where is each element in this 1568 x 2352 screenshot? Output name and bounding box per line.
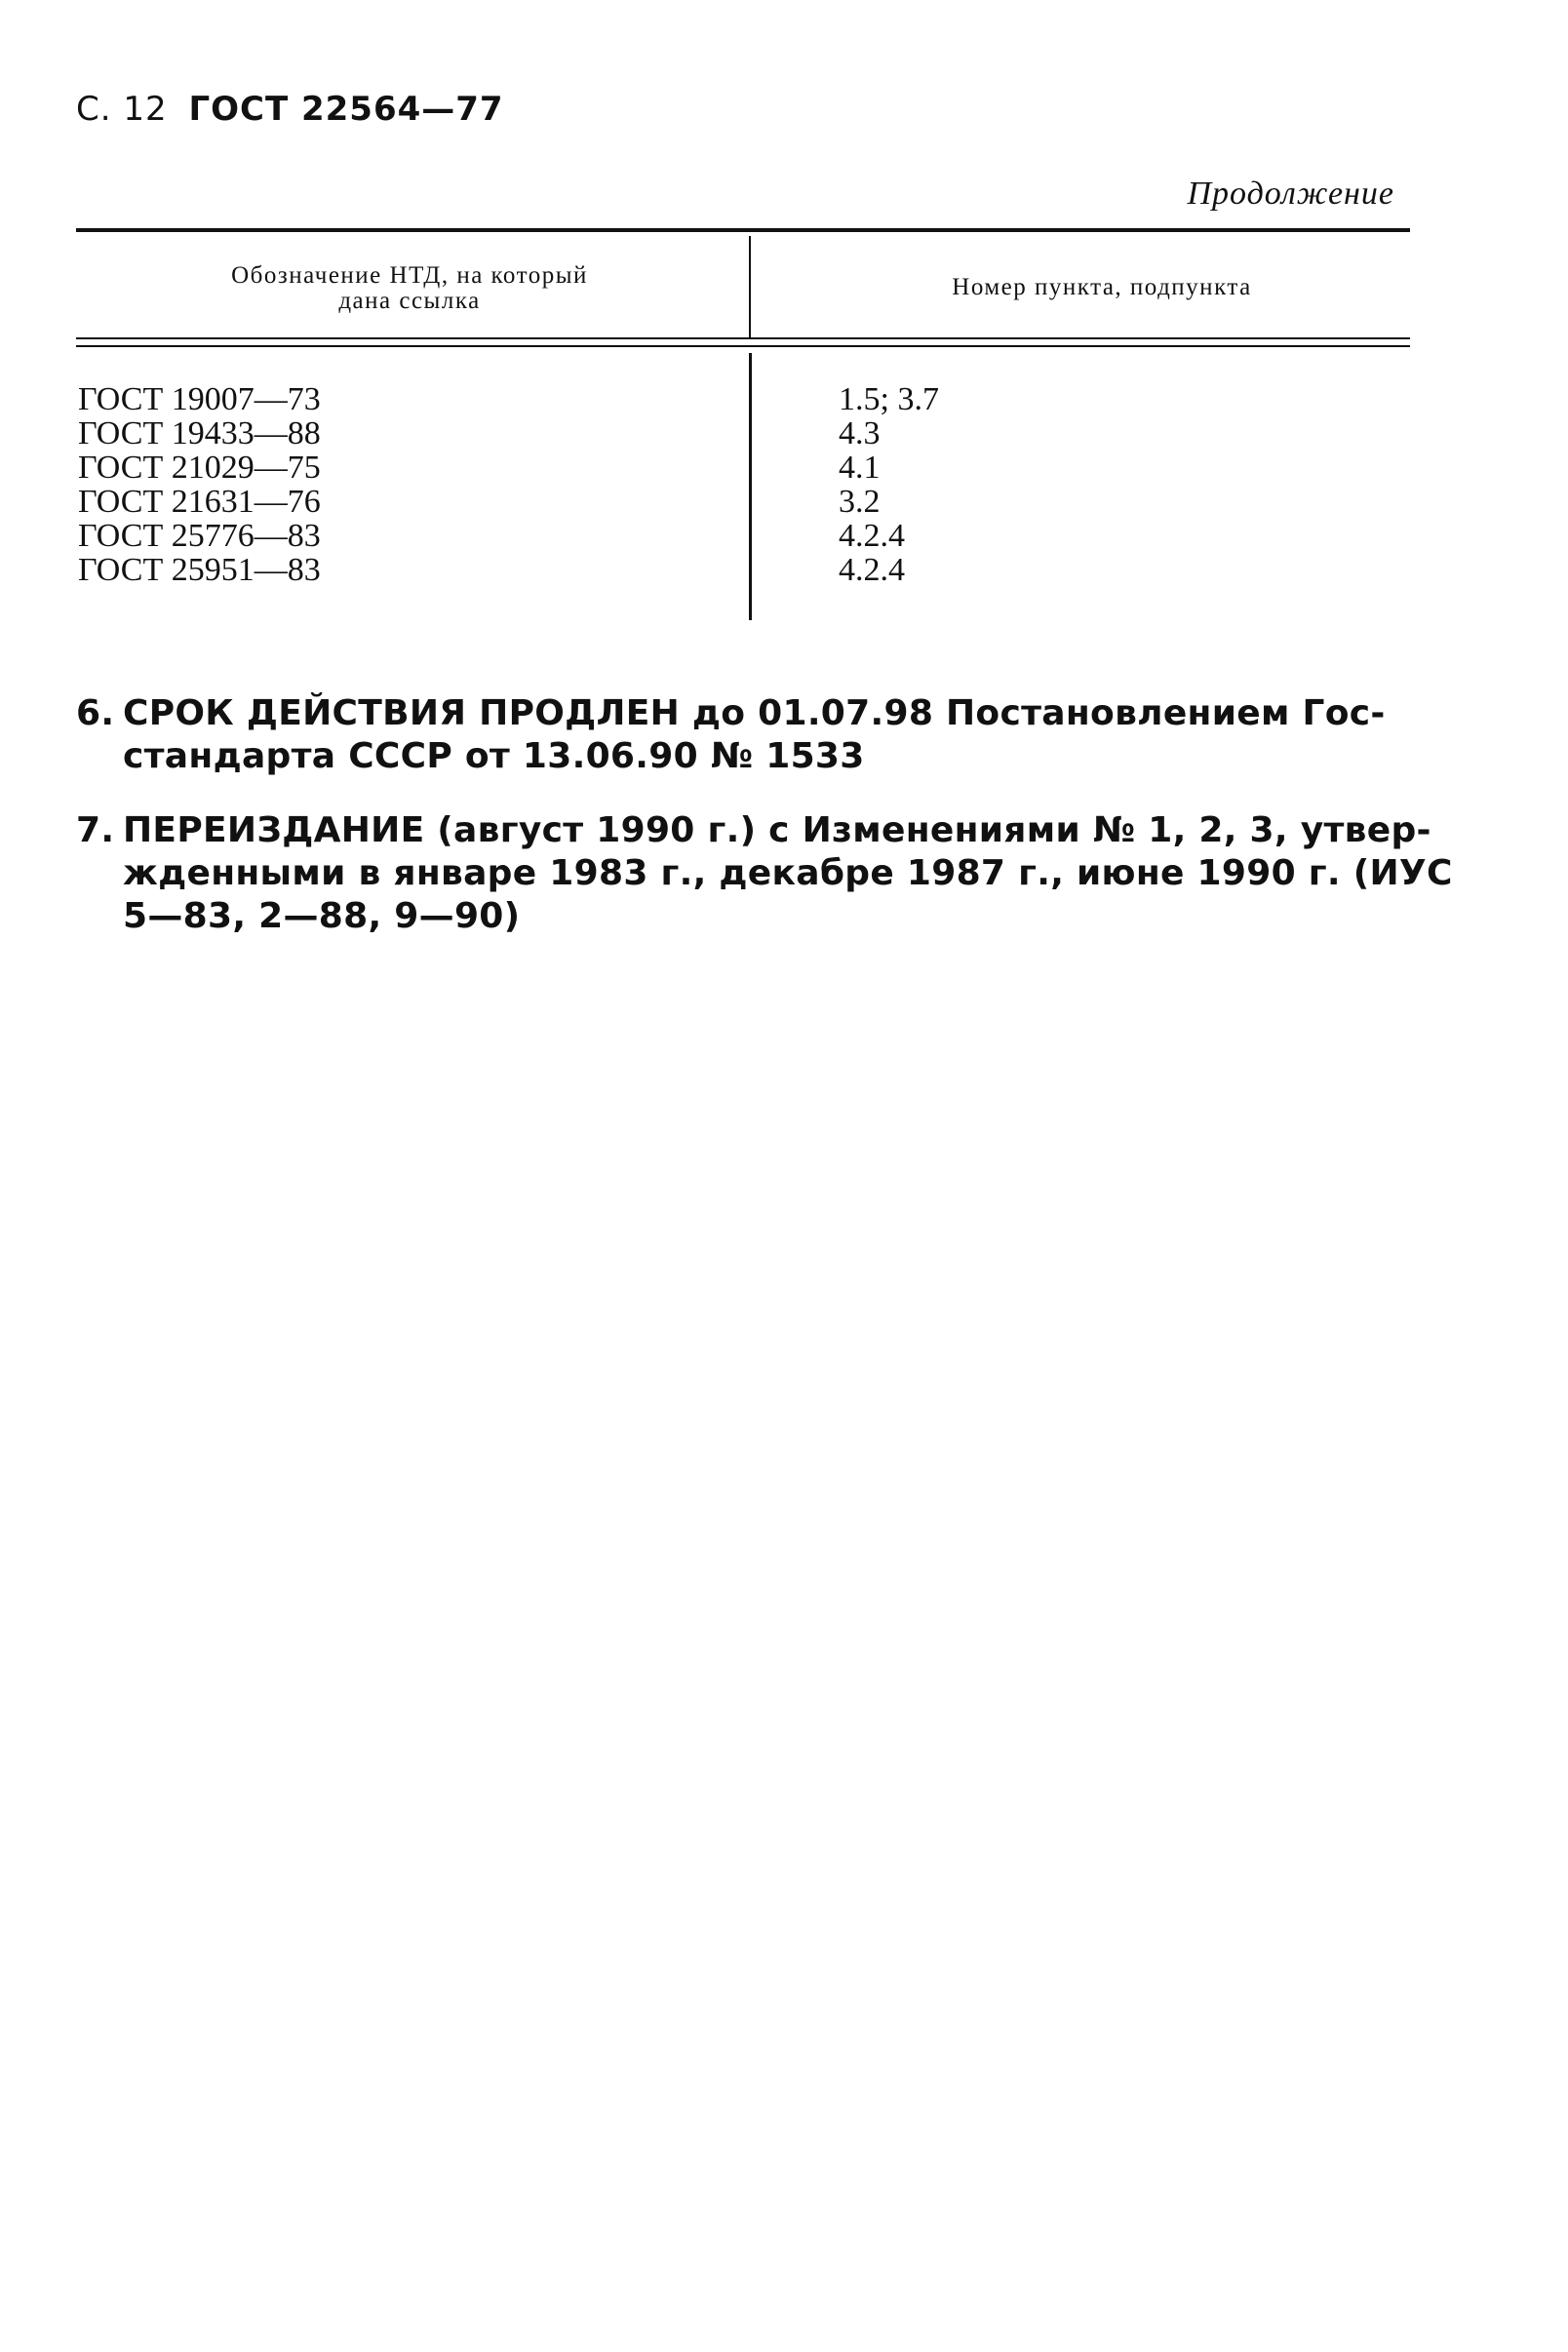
table-cell-ntd: ГОСТ 19007—73 (78, 381, 321, 417)
paragraph-7-line-3: 5—83, 2—88, 9—90) (123, 896, 521, 936)
table-cell-item: 4.3 (839, 415, 881, 451)
table-cell-ntd: ГОСТ 25776—83 (78, 518, 321, 554)
table-top-rule (76, 228, 1410, 232)
table-body-divider (749, 353, 752, 620)
paragraph-7-line-2: жденными в январе 1983 г., декабре 1987 г., июне 1990 г. (ИУС (123, 853, 1453, 893)
table-cell-item: 4.2.4 (839, 518, 905, 554)
standard-designation: ГОСТ 22564—77 (188, 90, 504, 129)
continued-label: Продолжение (1187, 176, 1394, 212)
table-cell-ntd: ГОСТ 21029—75 (78, 450, 321, 486)
table-cell-ntd: ГОСТ 25951—83 (78, 552, 321, 588)
paragraph-6-line-2: стандарта СССР от 13.06.90 № 1533 (123, 736, 865, 776)
table-cell-ntd: ГОСТ 21631—76 (78, 484, 321, 520)
column-header-item: Номер пункта, подпункта (952, 274, 1252, 300)
table-header-divider (749, 236, 751, 337)
table-cell-item: 4.1 (839, 450, 881, 486)
table-column-item (839, 382, 939, 587)
table-cell-item: 3.2 (839, 484, 881, 520)
paragraph-6 (76, 692, 1422, 778)
paragraph-number: 7. (76, 810, 115, 850)
column-header-ntd (176, 263, 644, 314)
paragraph-text: СРОК ДЕЙСТВИЯ ПРОДЛЕН до 01.07.98 Постановлением Гос- (123, 693, 1386, 733)
table-header-bottom-rule-double (76, 345, 1410, 347)
paragraph-number: 6. (76, 693, 115, 733)
paragraph-text: ПЕРЕИЗДАНИЕ (август 1990 г.) с Изменениями № 1, 2, 3, утвер- (123, 810, 1431, 850)
paragraph-7 (76, 809, 1453, 938)
column-header-ntd-line-1: Обозначение НТД, на который (231, 262, 588, 289)
column-header-ntd-line-2: дана ссылка (338, 288, 481, 314)
page-number: С. 12 (76, 90, 168, 129)
paragraph-6-line-1 (76, 692, 1422, 735)
paragraph-7-line-1 (76, 809, 1431, 852)
table-header-bottom-rule (76, 337, 1410, 339)
table-cell-item: 1.5; 3.7 (839, 381, 939, 417)
table-column-ntd (78, 382, 321, 587)
table-cell-ntd: ГОСТ 19433—88 (78, 415, 321, 451)
table-cell-item: 4.2.4 (839, 552, 905, 588)
running-header (76, 90, 504, 129)
